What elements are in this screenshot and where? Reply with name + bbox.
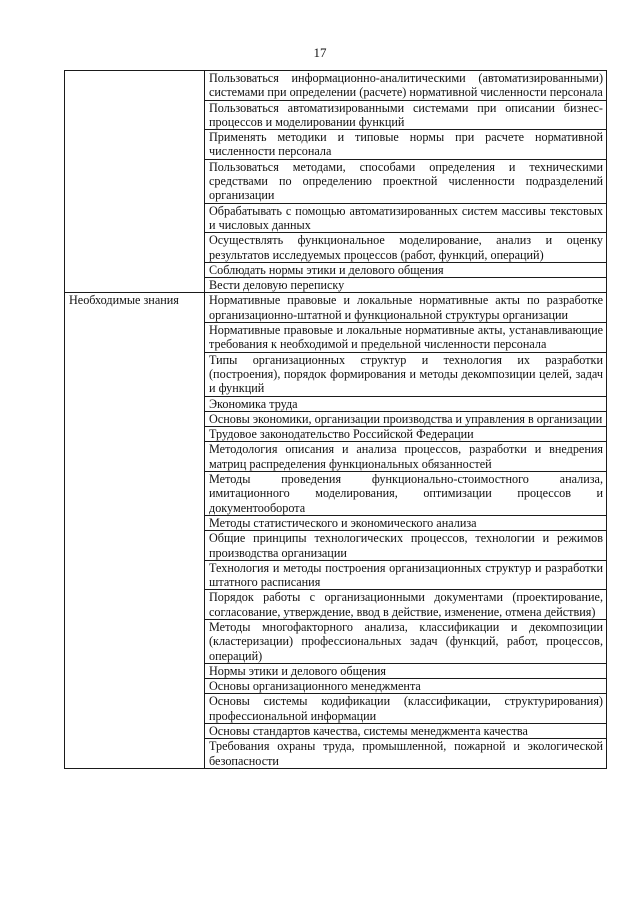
skill-item: Пользоваться информационно-аналитическими (автоматизированными) системами при определении (расчете) нормативной численности персонала [205,71,607,101]
knowledge-item: Трудовое законодательство Российской Федерации [205,427,607,442]
knowledge-item: Нормативные правовые и локальные нормативные акты, устанавливающие требования к необходимой и предельной численности персонала [205,323,607,353]
skill-item: Вести деловую переписку [205,278,607,293]
knowledge-item: Методы статистического и экономического анализа [205,515,607,530]
knowledge-item: Основы системы кодификации (классификации, структурирования) профессиональной информации [205,694,607,724]
skill-item: Применять методики и типовые нормы при расчете нормативной численности персонала [205,130,607,160]
skill-item: Осуществлять функциональное моделирование, анализ и оценку результатов исследуемых процессов (работ, функций, операций) [205,233,607,263]
requirements-table [64,70,607,769]
knowledge-item: Методы проведения функционально-стоимостного анализа, имитационного моделирования, оптимизации процессов и документооборота [205,472,607,516]
skill-item: Обрабатывать с помощью автоматизированных систем массивы текстовых и числовых данных [205,203,607,233]
knowledge-item: Методология описания и анализа процессов, разработки и внедрения матриц распределения функциональных обязанностей [205,442,607,472]
skill-item: Соблюдать нормы этики и делового общения [205,262,607,277]
skill-item: Пользоваться автоматизированными системами при описании бизнес-процессов и моделировании функций [205,100,607,130]
knowledge-item: Основы экономики, организации производства и управления в организации [205,411,607,426]
page-number: 17 [313,45,327,60]
skill-item: Пользоваться методами, способами определения и техническими средствами по определению проектной численности подразделений организации [205,159,607,203]
knowledge-item: Основы организационного менеджмента [205,679,607,694]
knowledge-item: Основы стандартов качества, системы менеджмента качества [205,724,607,739]
table-row [65,293,607,323]
knowledge-item: Требования охраны труда, промышленной, пожарной и экологической безопасности [205,739,607,769]
knowledge-label-cell: Необходимые знания [65,293,205,769]
skills-label-cell [65,71,205,293]
knowledge-item: Общие принципы технологических процессов, технологии и режимов производства организации [205,531,607,561]
knowledge-item: Экономика труда [205,396,607,411]
requirements-table-body [65,71,607,769]
knowledge-item: Технология и методы построения организационных структур и разработки штатного расписания [205,560,607,590]
knowledge-item: Нормы этики и делового общения [205,663,607,678]
knowledge-item: Нормативные правовые и локальные нормативные акты по разработке организационно-штатной и функциональной структуры организации [205,293,607,323]
knowledge-item: Методы многофакторного анализа, классификации и декомпозиции (кластеризации) профессиональных задач (функций, работ, процессов, операций) [205,619,607,663]
knowledge-item: Типы организационных структур и технология их разработки (построения), порядок формирования и методы декомпозиции целей, задач и функций [205,352,607,396]
table-row [65,71,607,101]
knowledge-item: Порядок работы с организационными документами (проектирование, согласование, утверждение, ввод в действие, изменение, отмена действия) [205,590,607,620]
